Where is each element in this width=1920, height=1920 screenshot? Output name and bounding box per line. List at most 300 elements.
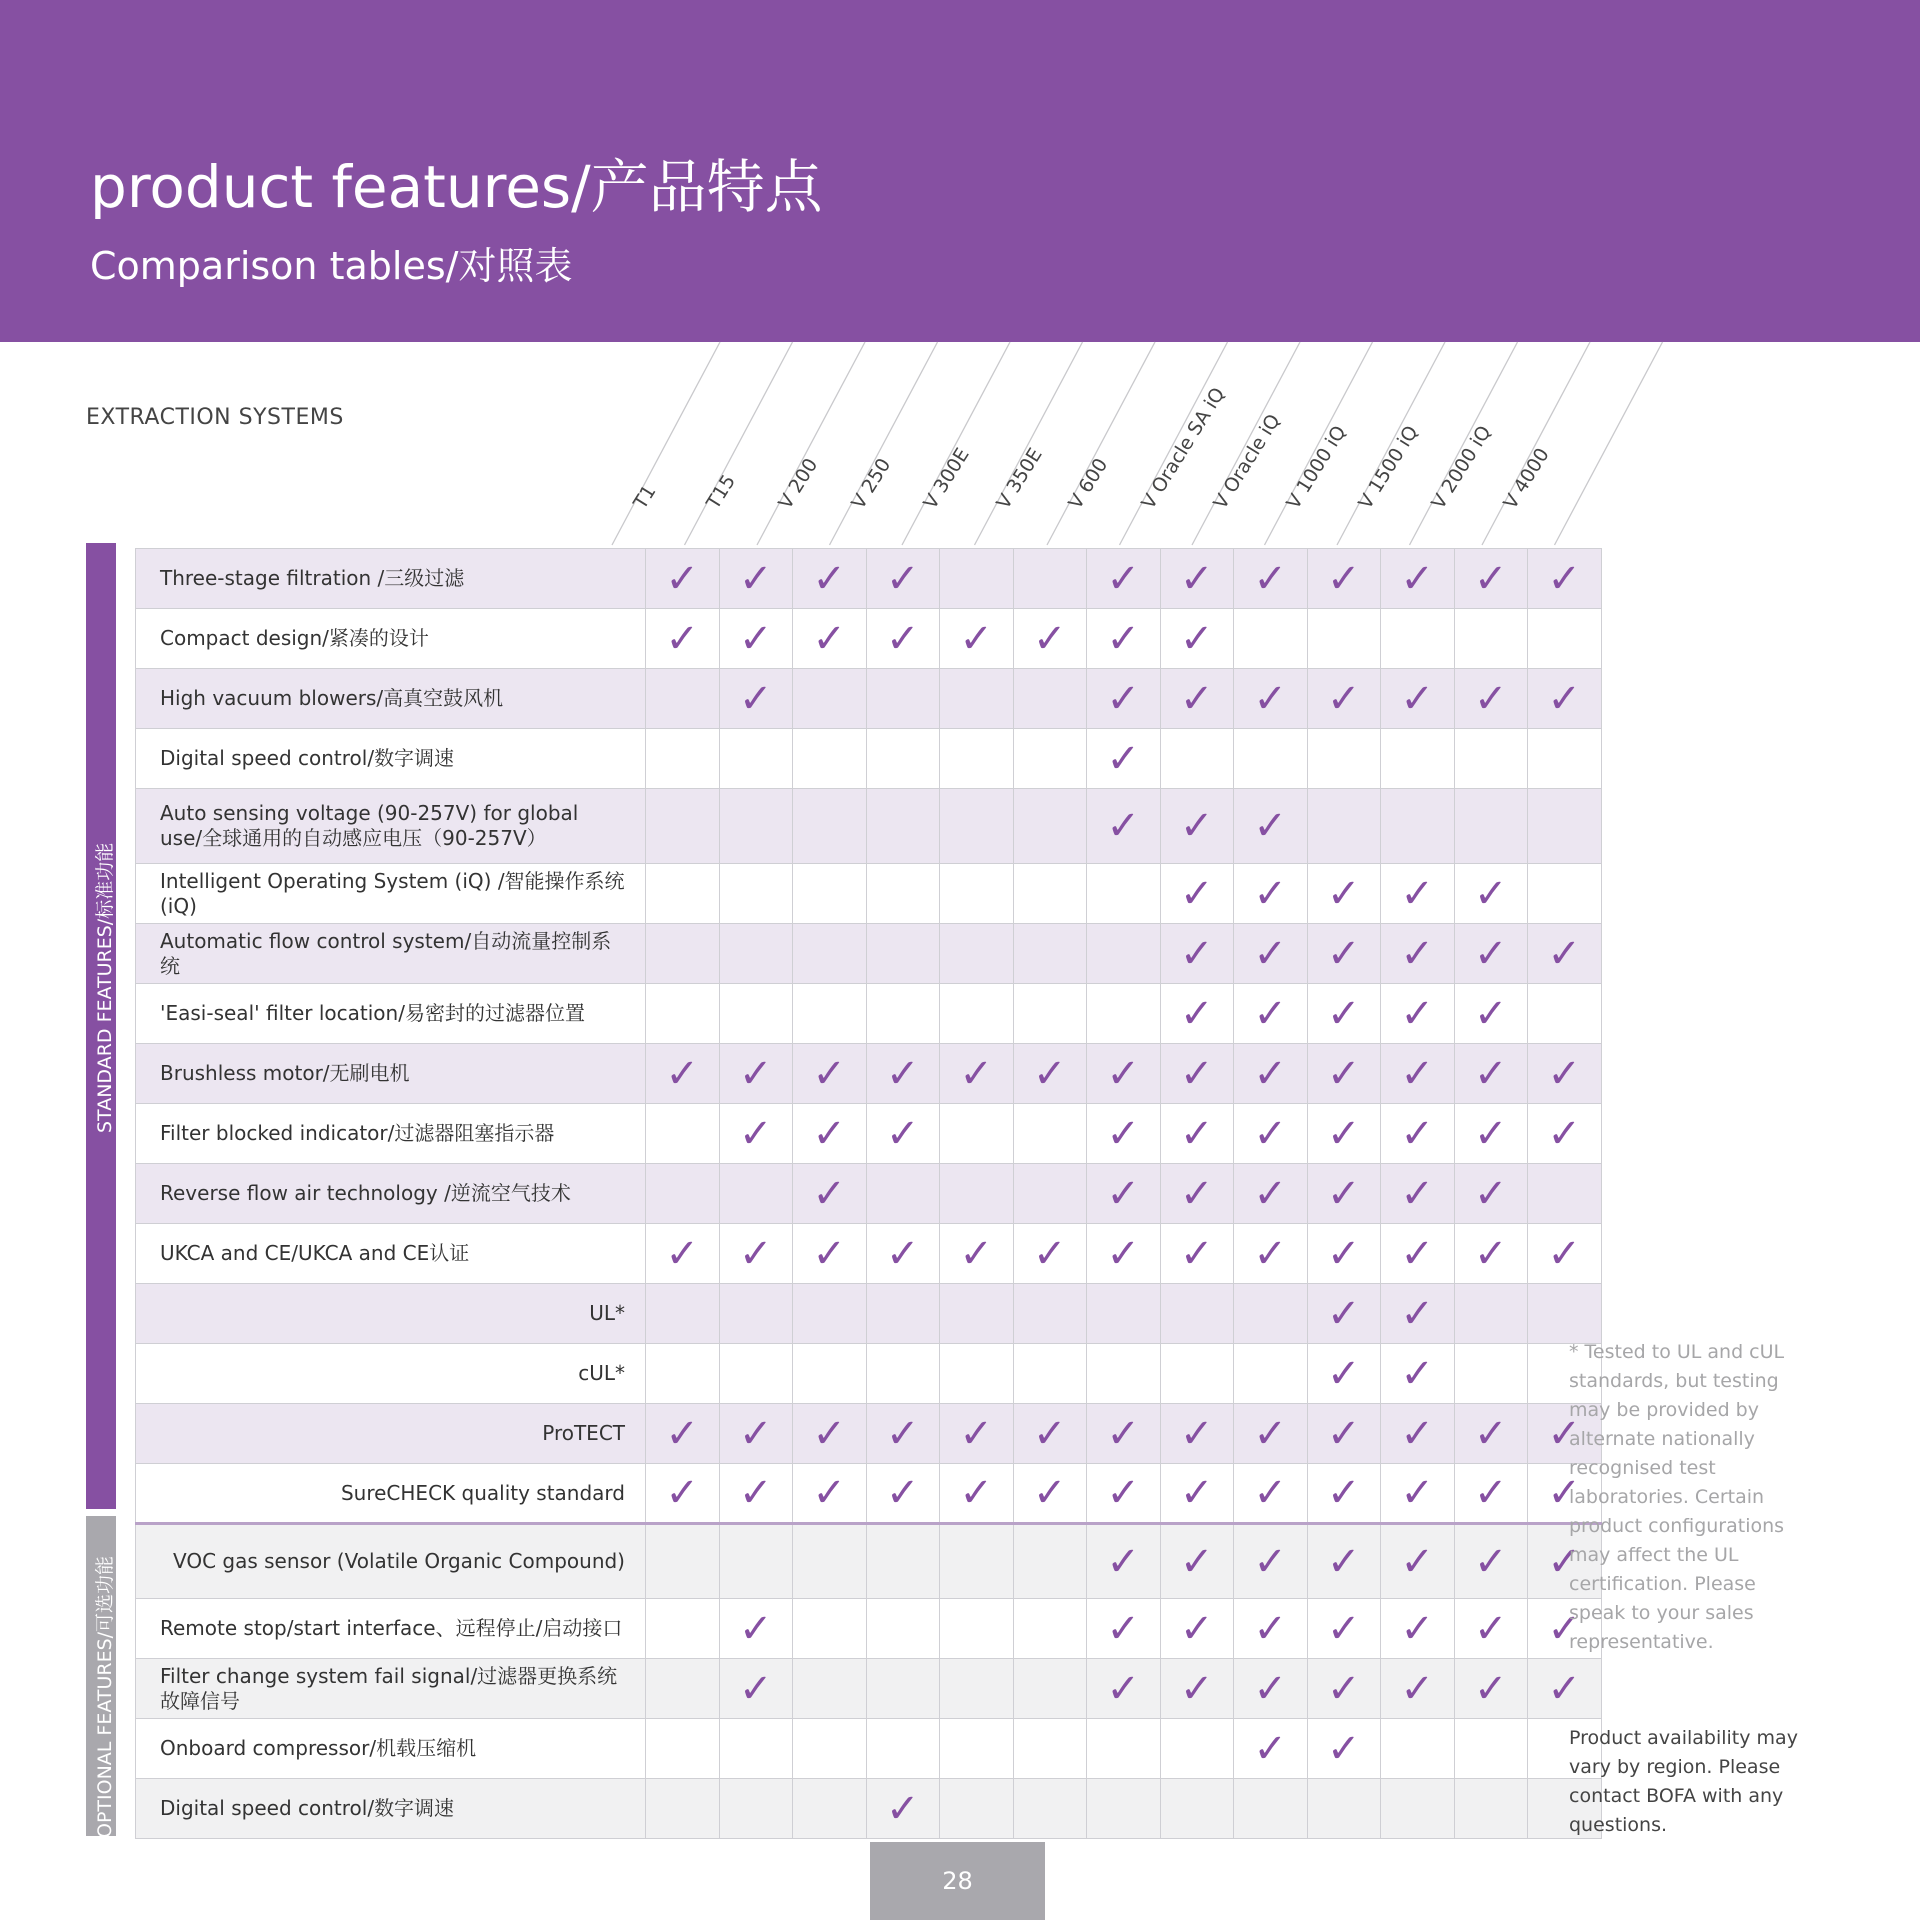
check-cell <box>793 1779 867 1839</box>
check-mark-icon: ✓ <box>1326 1410 1361 1457</box>
check-mark-icon: ✓ <box>1400 1470 1434 1516</box>
check-cell <box>719 924 793 984</box>
check-mark-icon: ✓ <box>665 1410 699 1457</box>
check-cell <box>1307 1104 1381 1164</box>
check-cell <box>1307 1224 1381 1284</box>
check-mark-icon: ✓ <box>812 1230 846 1277</box>
check-cell <box>1381 1404 1455 1464</box>
check-mark-icon: ✓ <box>665 1230 699 1277</box>
check-cell <box>719 864 793 924</box>
table-row <box>136 1104 1602 1164</box>
check-mark-icon: ✓ <box>1032 1470 1067 1516</box>
check-mark-icon: ✓ <box>885 1110 920 1157</box>
table-row <box>136 924 1602 984</box>
check-cell <box>1087 1719 1161 1779</box>
check-cell <box>793 1104 867 1164</box>
check-cell <box>1160 669 1234 729</box>
check-cell <box>1087 1659 1161 1719</box>
check-cell <box>719 1524 793 1599</box>
check-mark-icon: ✓ <box>1400 1290 1434 1337</box>
check-cell <box>1381 1284 1455 1344</box>
page-title: product features/产品特点 <box>90 153 823 221</box>
check-cell <box>719 1224 793 1284</box>
table-row <box>136 1224 1602 1284</box>
check-cell <box>646 609 720 669</box>
check-cell <box>866 1164 940 1224</box>
check-mark-icon: ✓ <box>1400 1410 1434 1457</box>
column-divider <box>1047 342 1155 545</box>
section-label: EXTRACTION SYSTEMS <box>86 405 344 430</box>
check-mark-icon: ✓ <box>1179 615 1214 662</box>
check-mark-icon: ✓ <box>1179 930 1214 977</box>
check-cell <box>719 669 793 729</box>
check-mark-icon: ✓ <box>1547 1605 1581 1652</box>
check-cell <box>1528 729 1602 789</box>
check-cell <box>793 1599 867 1659</box>
check-mark-icon: ✓ <box>1253 1110 1287 1157</box>
check-cell <box>1160 1284 1234 1344</box>
check-mark-icon: ✓ <box>1473 1170 1508 1217</box>
check-mark-icon: ✓ <box>1106 1665 1140 1712</box>
feature-label: High vacuum blowers/高真空鼓风机 <box>136 669 646 729</box>
check-cell <box>1454 984 1528 1044</box>
check-mark-icon: ✓ <box>1179 1665 1214 1712</box>
feature-label: cUL* <box>136 1344 646 1404</box>
check-cell <box>1381 1224 1455 1284</box>
check-cell <box>1307 1164 1381 1224</box>
column-header: T15 <box>701 470 740 513</box>
check-cell <box>1160 1779 1234 1839</box>
check-mark-icon: ✓ <box>1547 1110 1581 1157</box>
check-cell <box>940 789 1014 864</box>
column-header: V Oracle iQ <box>1209 410 1285 513</box>
check-mark-icon: ✓ <box>1400 1605 1434 1652</box>
check-mark-icon: ✓ <box>1326 1470 1361 1516</box>
check-cell <box>1013 1104 1087 1164</box>
check-mark-icon: ✓ <box>1253 803 1287 849</box>
check-mark-icon: ✓ <box>1400 1538 1434 1585</box>
check-cell <box>866 669 940 729</box>
check-cell <box>1087 1104 1161 1164</box>
table-row <box>136 1164 1602 1224</box>
check-cell <box>1013 1464 1087 1524</box>
check-mark-icon: ✓ <box>738 1110 773 1157</box>
check-cell <box>1234 1344 1308 1404</box>
check-cell <box>793 1659 867 1719</box>
check-cell <box>940 1284 1014 1344</box>
check-mark-icon: ✓ <box>1326 1725 1361 1772</box>
check-cell <box>1381 1344 1455 1404</box>
column-header: V 4000 <box>1499 444 1554 513</box>
check-mark-icon: ✓ <box>1179 555 1214 602</box>
check-cell <box>1013 984 1087 1044</box>
check-mark-icon: ✓ <box>1400 870 1434 917</box>
check-cell <box>793 669 867 729</box>
check-cell <box>940 1464 1014 1524</box>
check-cell <box>646 1779 720 1839</box>
check-cell <box>1160 1224 1234 1284</box>
check-cell <box>793 864 867 924</box>
check-mark-icon: ✓ <box>1473 555 1508 602</box>
check-cell <box>866 1719 940 1779</box>
check-cell <box>1013 1524 1087 1599</box>
check-mark-icon: ✓ <box>1326 930 1361 977</box>
check-mark-icon: ✓ <box>1253 555 1287 602</box>
column-header: T1 <box>629 481 661 513</box>
check-mark-icon: ✓ <box>885 1410 920 1457</box>
table-row <box>136 1344 1602 1404</box>
check-mark-icon: ✓ <box>1253 1605 1287 1652</box>
check-mark-icon: ✓ <box>1179 1170 1214 1217</box>
check-cell <box>866 609 940 669</box>
check-cell <box>866 1104 940 1164</box>
column-divider <box>612 342 720 545</box>
check-cell <box>940 864 1014 924</box>
table-row <box>136 1659 1602 1719</box>
column-header: V 350E <box>991 444 1047 513</box>
check-cell <box>1381 1104 1455 1164</box>
check-cell <box>793 549 867 609</box>
check-mark-icon: ✓ <box>1253 1410 1287 1457</box>
check-cell <box>1234 609 1308 669</box>
check-cell <box>1013 1164 1087 1224</box>
check-mark-icon: ✓ <box>1473 675 1508 722</box>
check-cell <box>793 1464 867 1524</box>
check-cell <box>1087 729 1161 789</box>
check-cell <box>719 1659 793 1719</box>
check-mark-icon: ✓ <box>1032 1050 1067 1097</box>
check-cell <box>1234 1104 1308 1164</box>
check-cell <box>866 924 940 984</box>
check-cell <box>1087 1404 1161 1464</box>
column-header: V 250 <box>846 454 895 513</box>
check-cell <box>1454 1719 1528 1779</box>
check-mark-icon: ✓ <box>1547 1230 1581 1277</box>
column-header: V 600 <box>1064 454 1113 513</box>
check-cell <box>1160 1344 1234 1404</box>
check-mark-icon: ✓ <box>665 555 699 602</box>
check-cell <box>1528 924 1602 984</box>
check-mark-icon: ✓ <box>1547 1538 1581 1585</box>
check-cell <box>1087 1344 1161 1404</box>
check-cell <box>1160 1404 1234 1464</box>
feature-label: 'Easi-seal' filter location/易密封的过滤器位置 <box>136 984 646 1044</box>
check-cell <box>719 789 793 864</box>
check-mark-icon: ✓ <box>1179 1410 1214 1457</box>
table-row <box>136 864 1602 924</box>
check-cell <box>1307 1599 1381 1659</box>
column-divider <box>1482 342 1590 545</box>
check-cell <box>1307 549 1381 609</box>
check-cell <box>1234 1404 1308 1464</box>
check-mark-icon: ✓ <box>1400 930 1434 977</box>
check-mark-icon: ✓ <box>1179 1605 1214 1652</box>
check-cell <box>1160 1464 1234 1524</box>
check-cell <box>646 1164 720 1224</box>
check-mark-icon: ✓ <box>738 1230 773 1277</box>
check-cell <box>1013 789 1087 864</box>
check-mark-icon: ✓ <box>1032 1410 1067 1457</box>
check-cell <box>1013 729 1087 789</box>
table-row <box>136 1464 1602 1524</box>
check-cell <box>1160 549 1234 609</box>
check-mark-icon: ✓ <box>738 555 773 602</box>
check-cell <box>1160 1659 1234 1719</box>
check-cell <box>1528 1044 1602 1104</box>
column-divider <box>902 342 1010 545</box>
check-cell <box>1087 864 1161 924</box>
check-mark-icon: ✓ <box>1253 1230 1287 1277</box>
feature-label: Filter blocked indicator/过滤器阻塞指示器 <box>136 1104 646 1164</box>
table-row <box>136 789 1602 864</box>
check-cell <box>1454 1779 1528 1839</box>
check-mark-icon: ✓ <box>1253 1470 1287 1516</box>
check-cell <box>1528 1104 1602 1164</box>
check-cell <box>866 1044 940 1104</box>
check-mark-icon: ✓ <box>665 1050 699 1097</box>
check-cell <box>1381 1044 1455 1104</box>
check-mark-icon: ✓ <box>1400 1230 1434 1277</box>
check-mark-icon: ✓ <box>1326 555 1361 602</box>
check-mark-icon: ✓ <box>1473 1665 1508 1712</box>
check-cell <box>940 669 1014 729</box>
check-cell <box>719 1599 793 1659</box>
check-cell <box>1454 789 1528 864</box>
check-cell <box>940 609 1014 669</box>
check-cell <box>719 984 793 1044</box>
check-mark-icon: ✓ <box>1326 675 1361 722</box>
column-divider <box>1555 342 1663 545</box>
check-mark-icon: ✓ <box>1326 1605 1361 1652</box>
check-cell <box>1381 609 1455 669</box>
check-cell <box>1234 1659 1308 1719</box>
check-cell <box>1160 1719 1234 1779</box>
check-cell <box>1234 1464 1308 1524</box>
check-mark-icon: ✓ <box>812 615 846 662</box>
check-cell <box>1234 1719 1308 1779</box>
check-cell <box>1381 1779 1455 1839</box>
check-mark-icon: ✓ <box>738 1050 773 1097</box>
check-cell <box>940 1524 1014 1599</box>
check-cell <box>793 1404 867 1464</box>
check-cell <box>719 1344 793 1404</box>
check-cell <box>719 1044 793 1104</box>
check-cell <box>1381 669 1455 729</box>
check-cell <box>1234 1779 1308 1839</box>
check-cell <box>1087 1464 1161 1524</box>
check-cell <box>1160 1524 1234 1599</box>
check-cell <box>1381 789 1455 864</box>
check-cell <box>1454 924 1528 984</box>
check-mark-icon: ✓ <box>738 675 773 722</box>
check-mark-icon: ✓ <box>1473 1470 1508 1516</box>
check-mark-icon: ✓ <box>1106 803 1140 849</box>
feature-label: Onboard compressor/机载压缩机 <box>136 1719 646 1779</box>
table-row <box>136 1284 1602 1344</box>
check-cell <box>1454 1344 1528 1404</box>
check-mark-icon: ✓ <box>665 1470 699 1516</box>
check-mark-icon: ✓ <box>1106 1605 1140 1652</box>
check-mark-icon: ✓ <box>1179 1110 1214 1157</box>
check-mark-icon: ✓ <box>1473 990 1508 1037</box>
check-cell <box>1307 864 1381 924</box>
check-cell <box>1234 1524 1308 1599</box>
check-cell <box>1160 729 1234 789</box>
check-mark-icon: ✓ <box>959 1410 993 1457</box>
check-mark-icon: ✓ <box>959 1470 993 1516</box>
check-cell <box>1087 1599 1161 1659</box>
check-cell <box>866 1659 940 1719</box>
check-mark-icon: ✓ <box>1032 1230 1067 1277</box>
check-cell <box>866 1779 940 1839</box>
check-mark-icon: ✓ <box>812 1170 846 1217</box>
check-mark-icon: ✓ <box>1547 675 1581 722</box>
check-cell <box>719 1404 793 1464</box>
check-cell <box>646 789 720 864</box>
ul-footnote: * Tested to UL and cUL standards, but testing may be provided by alternate nationally recognised test laboratories. Certain product configurations may affect the UL certification. Please speak to your sales representative. <box>1569 1341 1785 1653</box>
check-cell <box>1013 1224 1087 1284</box>
check-mark-icon: ✓ <box>1326 1350 1361 1397</box>
check-cell <box>866 729 940 789</box>
check-mark-icon: ✓ <box>1179 1538 1214 1585</box>
check-mark-icon: ✓ <box>1400 555 1434 602</box>
check-cell <box>646 1404 720 1464</box>
check-cell <box>1160 1044 1234 1104</box>
check-cell <box>793 924 867 984</box>
table-row <box>136 1779 1602 1839</box>
feature-label: Filter change system fail signal/过滤器更换系统故障信号 <box>136 1659 646 1719</box>
check-cell <box>1013 1404 1087 1464</box>
comparison-table <box>135 548 1602 1839</box>
check-cell <box>1234 669 1308 729</box>
check-cell <box>1454 729 1528 789</box>
check-cell <box>1087 669 1161 729</box>
check-cell <box>1087 924 1161 984</box>
check-cell <box>940 1659 1014 1719</box>
check-cell <box>1234 729 1308 789</box>
check-cell <box>1013 549 1087 609</box>
check-cell <box>866 1284 940 1344</box>
check-cell <box>866 864 940 924</box>
check-cell <box>646 549 720 609</box>
check-cell <box>646 729 720 789</box>
check-mark-icon: ✓ <box>1253 675 1287 722</box>
check-cell <box>866 1599 940 1659</box>
check-cell <box>1454 1164 1528 1224</box>
check-cell <box>1013 924 1087 984</box>
availability-note: Product availability may vary by region. Please contact BOFA with any questions. <box>1569 1727 1798 1836</box>
check-cell <box>719 549 793 609</box>
check-cell <box>1381 1164 1455 1224</box>
column-header: V 1000 iQ <box>1281 421 1351 513</box>
check-cell <box>1307 609 1381 669</box>
check-cell <box>1381 549 1455 609</box>
check-cell <box>1381 1719 1455 1779</box>
check-mark-icon: ✓ <box>1253 1050 1287 1097</box>
check-cell <box>1307 1779 1381 1839</box>
check-mark-icon: ✓ <box>738 1665 773 1712</box>
check-mark-icon: ✓ <box>738 1470 773 1516</box>
check-cell <box>1234 984 1308 1044</box>
check-cell <box>1528 984 1602 1044</box>
check-cell <box>940 1344 1014 1404</box>
column-divider <box>975 342 1083 545</box>
check-mark-icon: ✓ <box>1106 1470 1140 1516</box>
column-header: V 1500 iQ <box>1354 421 1423 513</box>
table-row <box>136 1404 1602 1464</box>
check-cell <box>1528 669 1602 729</box>
column-header: V Oracle SA iQ <box>1136 383 1229 513</box>
feature-label: Intelligent Operating System (iQ) /智能操作系统 (iQ) <box>136 864 646 924</box>
check-cell <box>940 1164 1014 1224</box>
check-cell <box>1013 1284 1087 1344</box>
table-row <box>136 1044 1602 1104</box>
check-cell <box>1454 1284 1528 1344</box>
check-cell <box>1234 1599 1308 1659</box>
page-number: 28 <box>870 1842 1045 1920</box>
check-mark-icon: ✓ <box>1179 990 1214 1037</box>
check-cell <box>1454 1044 1528 1104</box>
check-cell <box>793 984 867 1044</box>
check-cell <box>1454 609 1528 669</box>
check-cell <box>1160 864 1234 924</box>
check-cell <box>1160 1104 1234 1164</box>
check-mark-icon: ✓ <box>1326 1538 1361 1585</box>
check-cell <box>1013 1044 1087 1104</box>
check-cell <box>1234 864 1308 924</box>
check-cell <box>1013 1659 1087 1719</box>
check-mark-icon: ✓ <box>1253 1170 1287 1217</box>
check-cell <box>1454 1524 1528 1599</box>
check-mark-icon: ✓ <box>885 615 920 662</box>
check-cell <box>1307 1464 1381 1524</box>
check-cell <box>1307 1044 1381 1104</box>
check-mark-icon: ✓ <box>812 1470 846 1516</box>
check-mark-icon: ✓ <box>1326 990 1361 1037</box>
check-cell <box>1307 1524 1381 1599</box>
check-cell <box>940 549 1014 609</box>
check-cell <box>1234 1284 1308 1344</box>
check-cell <box>1381 729 1455 789</box>
check-mark-icon: ✓ <box>885 555 920 602</box>
column-divider <box>830 342 938 545</box>
check-cell <box>646 1719 720 1779</box>
column-divider <box>685 342 793 545</box>
check-mark-icon: ✓ <box>959 1230 993 1277</box>
check-mark-icon: ✓ <box>885 1785 920 1832</box>
check-mark-icon: ✓ <box>1179 1230 1214 1277</box>
check-cell <box>1307 924 1381 984</box>
check-cell <box>646 669 720 729</box>
check-mark-icon: ✓ <box>1400 675 1434 722</box>
check-cell <box>940 1779 1014 1839</box>
check-mark-icon: ✓ <box>1179 803 1214 849</box>
check-cell <box>646 1524 720 1599</box>
check-mark-icon: ✓ <box>1326 1170 1361 1217</box>
check-cell <box>866 1404 940 1464</box>
check-cell <box>719 1719 793 1779</box>
check-cell <box>1013 1344 1087 1404</box>
check-cell <box>719 1164 793 1224</box>
check-cell <box>1454 1224 1528 1284</box>
check-mark-icon: ✓ <box>738 1410 773 1457</box>
check-cell <box>646 1044 720 1104</box>
optional-features-label: OPTIONAL FEATURES/可选功能 <box>94 1555 116 1838</box>
table-row <box>136 1524 1602 1599</box>
check-cell <box>1528 1659 1602 1719</box>
check-mark-icon: ✓ <box>1400 1050 1434 1097</box>
check-mark-icon: ✓ <box>1179 870 1214 917</box>
